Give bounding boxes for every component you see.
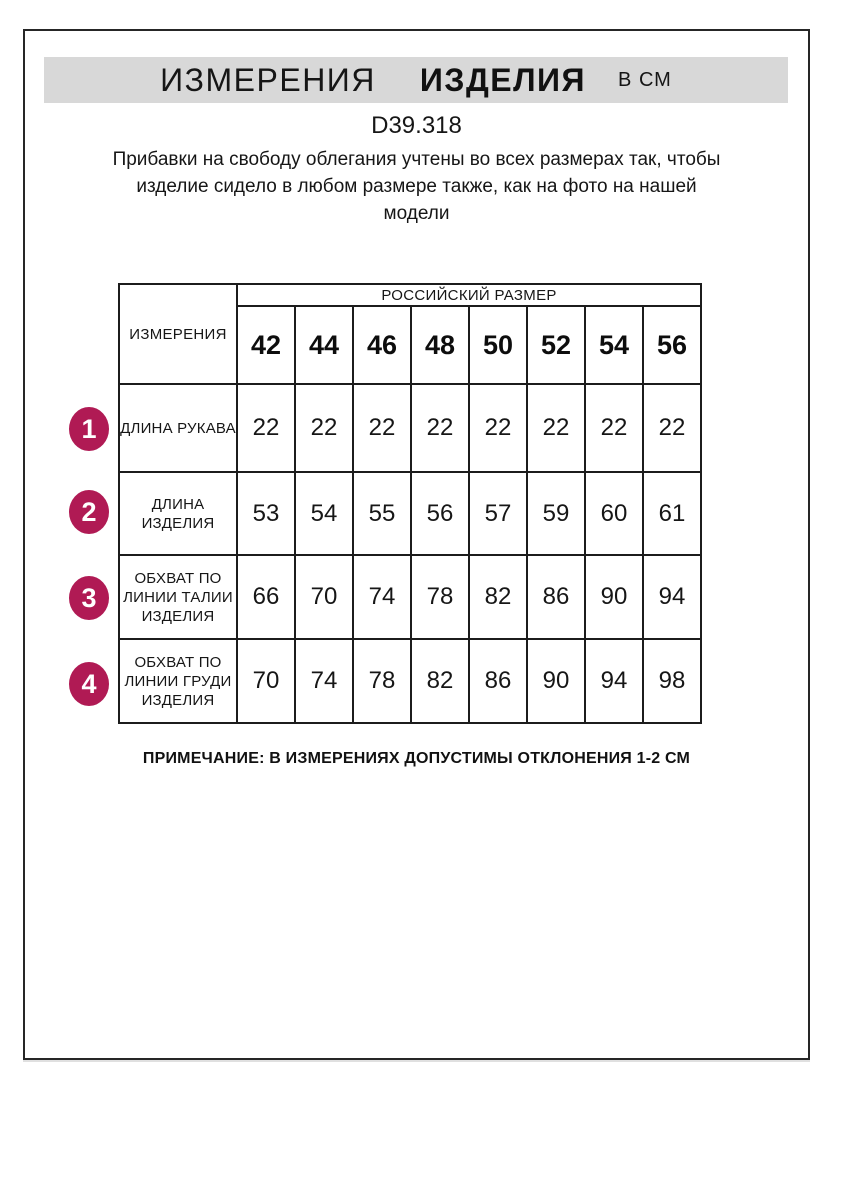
cell-value: 53	[237, 472, 295, 555]
table-group-header-row	[119, 284, 701, 306]
row-number-badge-4: 4	[69, 662, 109, 706]
row-label-waist-girth: ОБХВАТ ПО ЛИНИИ ТАЛИИ ИЗДЕЛИЯ	[119, 555, 237, 639]
cell-value: 22	[527, 384, 585, 472]
cell-value: 86	[469, 639, 527, 723]
cell-value: 56	[411, 472, 469, 555]
row-number-badge-2: 2	[69, 490, 109, 534]
size-header-42: 42	[237, 306, 295, 384]
size-header-44: 44	[295, 306, 353, 384]
cell-value: 59	[527, 472, 585, 555]
cell-value: 82	[411, 639, 469, 723]
cell-value: 22	[295, 384, 353, 472]
table-row-sleeve-length	[119, 384, 701, 472]
cell-value: 54	[295, 472, 353, 555]
tolerance-note: ПРИМЕЧАНИЕ: В ИЗМЕРЕНИЯХ ДОПУСТИМЫ ОТКЛОНЕНИЯ 1-2 СМ	[142, 750, 691, 767]
row-label-bust-girth: ОБХВАТ ПО ЛИНИИ ГРУДИ ИЗДЕЛИЯ	[119, 639, 237, 723]
cell-value: 22	[469, 384, 527, 472]
article-number: D39.318	[371, 112, 462, 139]
page-title-units: В СМ	[618, 68, 672, 91]
row-label-sleeve-length: ДЛИНА РУКАВА	[119, 384, 237, 472]
cell-value: 55	[353, 472, 411, 555]
cell-value: 74	[295, 639, 353, 723]
page-title-measurements: ИЗМЕРЕНИЯ	[160, 61, 376, 98]
size-table	[118, 283, 702, 724]
fit-description-line-2: изделие сидело в любом размере также, как на фото на нашей	[136, 176, 697, 197]
table-row-waist-girth	[119, 555, 701, 639]
cell-value: 70	[295, 555, 353, 639]
cell-value: 78	[353, 639, 411, 723]
table-row-garment-length	[119, 472, 701, 555]
table-corner-header: ИЗМЕРЕНИЯ	[119, 284, 237, 384]
cell-value: 78	[411, 555, 469, 639]
cell-value: 22	[643, 384, 701, 472]
cell-value: 82	[469, 555, 527, 639]
size-header-56: 56	[643, 306, 701, 384]
table-group-header: РОССИЙСКИЙ РАЗМЕР	[237, 284, 701, 306]
fit-description	[23, 146, 810, 227]
cell-value: 22	[585, 384, 643, 472]
size-header-46: 46	[353, 306, 411, 384]
cell-value: 94	[643, 555, 701, 639]
cell-value: 60	[585, 472, 643, 555]
size-header-54: 54	[585, 306, 643, 384]
cell-value: 70	[237, 639, 295, 723]
cell-value: 90	[585, 555, 643, 639]
page-title-product: ИЗДЕЛИЯ	[419, 61, 587, 98]
fit-description-line-3: модели	[383, 203, 450, 224]
title-bar	[44, 57, 788, 103]
row-label-garment-length: ДЛИНА ИЗДЕЛИЯ	[119, 472, 237, 555]
cell-value: 57	[469, 472, 527, 555]
cell-value: 61	[643, 472, 701, 555]
cell-value: 98	[643, 639, 701, 723]
row-number-badge-3: 3	[69, 576, 109, 620]
cell-value: 90	[527, 639, 585, 723]
cell-value: 66	[237, 555, 295, 639]
fit-description-line-1: Прибавки на свободу облегания учтены во всех размерах так, чтобы	[112, 149, 721, 170]
cell-value: 22	[353, 384, 411, 472]
cell-value: 86	[527, 555, 585, 639]
table-row-bust-girth	[119, 639, 701, 723]
row-number-badge-1: 1	[69, 407, 109, 451]
size-header-50: 50	[469, 306, 527, 384]
size-header-48: 48	[411, 306, 469, 384]
cell-value: 22	[411, 384, 469, 472]
cell-value: 22	[237, 384, 295, 472]
cell-value: 74	[353, 555, 411, 639]
size-header-52: 52	[527, 306, 585, 384]
cell-value: 94	[585, 639, 643, 723]
